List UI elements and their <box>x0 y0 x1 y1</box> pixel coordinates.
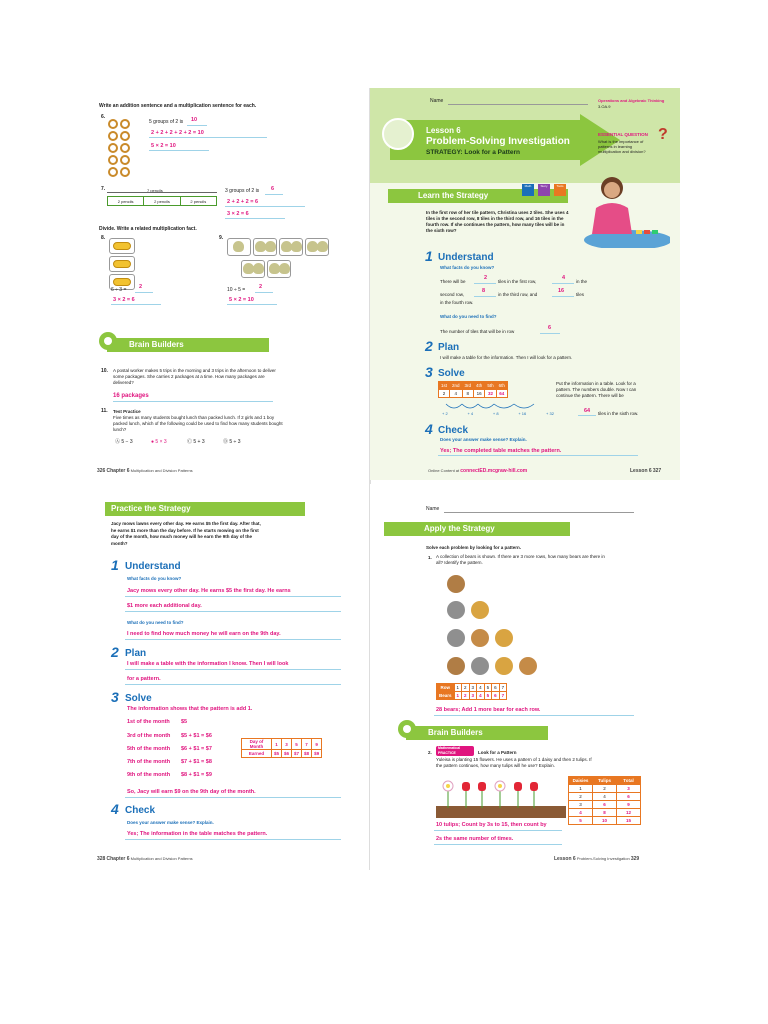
answer-line <box>540 333 560 334</box>
solve-heading: Solve <box>125 693 152 704</box>
answer-line <box>125 797 341 798</box>
table-cell: 6 <box>617 793 641 801</box>
row-day: 5th of the month <box>127 746 171 752</box>
name-line <box>444 512 634 513</box>
table-cell: 8 <box>462 390 474 398</box>
bar-cell: 2 pencils <box>144 197 180 205</box>
brace-line <box>107 192 217 193</box>
brain-builders-banner: Brain Builders <box>406 726 548 740</box>
row-day: 1st of the month <box>127 719 170 725</box>
check-question: Does your answer make sense? Explain. <box>440 437 527 442</box>
table-row <box>569 785 641 793</box>
table-cell: 3 <box>469 684 477 692</box>
table-cell: 1 <box>569 785 593 793</box>
table-cell: 64 <box>496 390 507 398</box>
question-mark-icon: ? <box>658 126 668 143</box>
step-1-icon: 1 <box>111 557 119 573</box>
know-text-2b: in the third row, and <box>498 292 538 297</box>
table-header-cell: Daisies <box>569 777 593 785</box>
table-row <box>569 801 641 809</box>
table-cell: 7 <box>302 739 312 750</box>
problem-text: Jacy mows lawns every other day. He earns $5 the first day. After that, he earns $1 more than the day before. If he starts mowing on the first day of the month, how much money will he earn the 9th day of the month? <box>111 521 261 546</box>
option-a[interactable]: Ⓐ 5 − 3 <box>115 439 133 445</box>
arrow-label: + 32 <box>546 411 554 416</box>
answer-line <box>125 669 341 670</box>
know-text-2c: tiles <box>576 292 585 297</box>
table-cell: 16 <box>474 390 485 398</box>
instruction: Write an addition sentence and a multiplication sentence for each. <box>99 103 257 109</box>
step-1-icon: 1 <box>425 248 433 264</box>
q11-text: Five times as many students bought lunch than packed lunch. If 2 girls and 1 boy packed lunch, which of the following could be used to find how many students bought lunch? <box>113 415 283 432</box>
divide-instruction: Divide. Write a related multiplication fact. <box>99 226 197 232</box>
table-cell: 3 <box>569 801 593 809</box>
q11-label: Test Practice <box>113 409 141 414</box>
essential-question-text: What is the importance of patterns in learning multiplication and division? <box>598 139 646 154</box>
math-icon[interactable]: Math <box>522 184 534 196</box>
answer-line <box>265 194 283 195</box>
math-practice-badge <box>436 746 474 756</box>
table-cell: 2 <box>593 785 617 793</box>
tiles-table <box>438 381 508 398</box>
instruction: Solve each problem by looking for a pattern. <box>426 545 522 550</box>
answer-line <box>227 304 277 305</box>
page-footer-right <box>630 468 661 474</box>
lesson-strategy: STRATEGY: Look for a Pattern <box>426 149 521 156</box>
flowers-image <box>436 778 566 818</box>
q9-number: 9. <box>219 235 224 241</box>
table-cell: 1 <box>272 739 282 750</box>
answer-line <box>111 304 161 305</box>
table-cell: 15 <box>617 817 641 825</box>
footer-title: Problem-Solving Investigation <box>576 856 630 861</box>
row-value: $5 + $1 = $6 <box>181 733 212 739</box>
table-row <box>569 777 641 785</box>
arrow-label: + 8 <box>492 411 499 416</box>
know-question: What facts do you know? <box>440 265 495 270</box>
solve-answer: The information shows that the pattern is add 1. <box>127 706 253 712</box>
pretzel-groups-image <box>105 118 139 180</box>
q2-answer-1: 10 tulips; Count by 3s to 15, then count by <box>436 822 547 828</box>
learn-strategy-banner: Learn the Strategy <box>388 189 568 203</box>
essential-question-heading: ESSENTIAL QUESTION <box>598 132 648 137</box>
table-header-cell: Bears <box>437 692 455 700</box>
bear-row-1 <box>447 575 465 593</box>
table-cell: 9 <box>617 801 641 809</box>
step-4-icon: 4 <box>425 421 433 437</box>
gear-icon <box>95 328 121 354</box>
answer-line <box>438 455 638 456</box>
table-cell: 6 <box>492 684 500 692</box>
answer-line <box>434 830 562 831</box>
solve-answer: 64 <box>584 408 591 414</box>
name-line <box>448 104 588 105</box>
table-cell: $9 <box>312 750 322 758</box>
know-text-1a: There will be <box>440 279 466 284</box>
understand-heading: Understand <box>125 561 181 572</box>
know-answer-4: 16 <box>558 288 565 294</box>
know-text-1b: tiles in the first row, <box>498 279 537 284</box>
row-value: $5 <box>181 719 188 725</box>
know-answer-3: 8 <box>482 288 486 294</box>
solve-conclusion: So, Jacy will earn $9 on the 9th day of the month. <box>127 789 256 795</box>
table-cell: 2 <box>462 692 470 700</box>
q2-number: 2. <box>428 750 432 755</box>
lesson-number: Lesson 6 <box>426 126 461 135</box>
pencil-bar-model <box>107 196 217 206</box>
earnings-table <box>241 738 322 758</box>
table-header-cell: 1st <box>439 382 450 390</box>
doubling-labels <box>442 411 554 416</box>
practice-strategy-banner: Practice the Strategy <box>105 502 305 516</box>
plan-heading: Plan <box>438 342 460 353</box>
lesson-title: Problem-Solving Investigation <box>426 136 570 147</box>
know-answer-1: Jacy mows every other day. He earns $5 the first day. He earns <box>127 588 291 594</box>
q6-addition: 2 + 2 + 2 + 2 + 2 = 10 <box>151 130 204 136</box>
table-header-cell: Day of Month <box>242 739 272 750</box>
table-cell: 7 <box>499 692 507 700</box>
know-answer-2: 4 <box>562 275 566 281</box>
answer-line <box>135 292 153 293</box>
q10-text: A postal worker makes 5 trips in the morning and 3 trips in the afternoon to deliver some packages. She carries 2 packages at a time. How many packages are delivered? <box>113 368 276 385</box>
q7-number: 7. <box>101 186 106 192</box>
page-footer <box>554 856 639 862</box>
solve-heading: Solve <box>438 368 465 379</box>
table-cell: 6 <box>593 801 617 809</box>
table-header-cell: 2nd <box>450 382 463 390</box>
table-row <box>437 684 507 692</box>
q2-answer-2: 2s the same number of times. <box>436 836 514 842</box>
row-value: $7 + $1 = $8 <box>181 759 212 765</box>
table-cell: 4 <box>477 684 485 692</box>
math-practice-number: 7 <box>470 747 473 753</box>
q6-multiplication: 5 × 2 = 10 <box>151 143 176 149</box>
q7-line1: 3 groups of 2 is <box>225 188 260 194</box>
lesson-icon <box>382 118 414 150</box>
table-cell: 1 <box>454 692 462 700</box>
know-text-1c: in the <box>576 279 588 284</box>
standard-code: 3.OA.9 <box>598 104 611 109</box>
answer-line <box>255 292 273 293</box>
footer-chapter: Chapter 6 <box>106 468 130 474</box>
table-header-cell: 3rd <box>462 382 474 390</box>
oval-counter <box>113 260 131 268</box>
answer-line <box>149 137 267 138</box>
story-icon[interactable]: Story <box>538 184 550 196</box>
table-cell: 6 <box>492 692 500 700</box>
table-cell: $7 <box>292 750 302 758</box>
answer-line <box>187 125 207 126</box>
math-practice-label: Mathematical PRACTICE <box>438 746 461 755</box>
q8-number: 8. <box>101 235 106 241</box>
beetle-image <box>291 241 302 252</box>
name-label: Name <box>426 506 440 512</box>
answer-line <box>125 611 341 612</box>
beetle-image <box>233 241 244 252</box>
q2-text: Yuleisa is planting 15 flowers. He uses a pattern of 1 daisy and then 2 tulips. If the pattern continues, how many tulips will he use? Explain. <box>436 757 592 768</box>
q7-multiplication: 3 × 2 = 6 <box>227 211 249 217</box>
q10-number: 10. <box>101 368 108 374</box>
answer-line <box>225 218 285 219</box>
option-b[interactable]: ● 5 × 3 <box>151 439 167 445</box>
q8-answer: 2 <box>139 284 143 290</box>
find-answer: 6 <box>548 325 552 331</box>
table-cell: 3 <box>617 785 641 793</box>
know-question: What facts do you know? <box>127 576 182 581</box>
table-cell: 12 <box>617 809 641 817</box>
row-day: 3rd of the month <box>127 733 171 739</box>
table-cell: 2 <box>439 390 450 398</box>
table-cell: 7 <box>499 684 507 692</box>
bears-image <box>440 568 550 680</box>
standard-heading: Operations and Algebraic Thinking <box>598 98 665 103</box>
table-cell: $8 <box>302 750 312 758</box>
q1-answer: 28 bears; Add 1 more bear for each row. <box>436 707 541 713</box>
oval-counter <box>113 278 131 286</box>
table-cell: 9 <box>312 739 322 750</box>
q7-addition: 2 + 2 + 2 = 6 <box>227 199 259 205</box>
row-value: $8 + $1 = $9 <box>181 772 212 778</box>
table-cell: 3 <box>282 739 292 750</box>
answer-line <box>113 401 273 402</box>
pencils-brace-label: 7 pencils <box>147 188 163 193</box>
know-answer-2: $1 more each additional day. <box>127 603 202 609</box>
tools-icon[interactable]: Tools <box>554 184 566 196</box>
plan-text: I will make a table for the information. Then I will look for a pattern. <box>440 355 573 360</box>
table-cell: 8 <box>593 809 617 817</box>
table-cell: 5 <box>292 739 302 750</box>
table-cell: 5 <box>484 692 492 700</box>
footer-lesson: Lesson 6 <box>554 856 576 862</box>
bar-cell: 2 pencils <box>108 197 144 205</box>
plan-heading: Plan <box>125 648 147 659</box>
find-question: What do you need to find? <box>440 314 497 319</box>
gear-icon <box>394 716 420 742</box>
find-text: The number of tiles that will be in row <box>440 329 515 334</box>
table-header-cell: Tulips <box>593 777 617 785</box>
beetle-image <box>279 263 290 274</box>
know-text-3: in the fourth row. <box>440 300 474 305</box>
q1-text: A collection of bears is shown. If there are 3 more rows, how many bears are there in all? Identify the pattern. <box>436 554 605 565</box>
table-cell: 5 <box>484 684 492 692</box>
table-cell: 4 <box>450 390 463 398</box>
find-answer: I need to find how much money he will earn on the 9th day. <box>127 631 281 637</box>
understand-heading: Understand <box>438 252 494 263</box>
answer-line <box>474 296 496 297</box>
q7-answer1: 6 <box>271 186 275 192</box>
table-cell: 4 <box>569 809 593 817</box>
girl-with-tiles-photo <box>578 168 670 248</box>
q6-answer1: 10 <box>191 117 198 123</box>
solve-text: Put the information in a table. Look for a pattern. The numbers double. Now I can continue the pattern. There will be <box>556 381 637 398</box>
step-2-icon: 2 <box>111 644 119 660</box>
know-answer-1: 2 <box>484 275 488 281</box>
bears-table <box>436 683 507 700</box>
check-answer: Yes; The information in the table matches the pattern. <box>127 831 268 837</box>
know-text-2a: second row, <box>440 292 465 297</box>
answer-line <box>149 150 209 151</box>
page-number: 327 <box>652 468 662 474</box>
table-header-cell: 5th <box>485 382 496 390</box>
name-label: Name <box>430 98 444 104</box>
answer-line <box>552 283 574 284</box>
problem-text: In the first row of her tile pattern, Christina uses 2 tiles. She uses 4 tiles in the second row, 8 tiles in the third row, and 16 tiles in the fourth row. If she continues the pattern, how many tiles will be in the sixth row? <box>426 210 569 233</box>
footer-chapter: Chapter 6 <box>106 856 130 862</box>
arrow-label: + 16 <box>518 411 527 416</box>
bar-cell: 2 pencils <box>190 199 207 204</box>
table-cell: 5 <box>569 817 593 825</box>
table-cell: 1 <box>454 684 462 692</box>
row-day: 7th of the month <box>127 759 171 765</box>
table-row <box>242 750 322 758</box>
page-number: 328 <box>97 856 106 862</box>
page-number: 326 <box>97 468 106 474</box>
footer-lesson: Lesson 6 <box>630 468 652 474</box>
apply-strategy-banner: Apply the Strategy <box>384 522 570 536</box>
step-2-icon: 2 <box>425 338 433 354</box>
footer-title: Multiplication and Division Patterns <box>130 856 193 861</box>
option-c[interactable]: Ⓒ 5 + 3 <box>187 439 205 445</box>
check-heading: Check <box>438 425 469 436</box>
footer-url[interactable]: connectED.mcgraw-hill.com <box>460 468 528 474</box>
row-value: $6 + $1 = $7 <box>181 746 212 752</box>
table-row <box>439 390 508 398</box>
table-cell: 32 <box>485 390 496 398</box>
q2-bold-label: Look for a Pattern <box>478 750 517 755</box>
footer-online: Online Content at <box>428 468 460 473</box>
step-4-icon: 4 <box>111 801 119 817</box>
answer-line <box>552 296 574 297</box>
step-3-icon: 3 <box>425 364 433 380</box>
find-question: What do you need to find? <box>127 620 184 625</box>
arrow-label: + 4 <box>467 411 474 416</box>
table-header-cell: Row <box>437 684 455 692</box>
q8-equation: 6 ÷ 3 = <box>111 287 127 293</box>
page-328 <box>91 484 369 870</box>
table-header-cell: Earned <box>242 750 272 758</box>
oval-counter <box>113 242 131 250</box>
option-d[interactable]: Ⓓ 5 ÷ 3 <box>223 439 241 445</box>
answer-line <box>578 415 596 416</box>
page-329 <box>370 484 680 870</box>
answer-line <box>125 596 341 597</box>
check-heading: Check <box>125 805 156 816</box>
table-header-cell: Total <box>617 777 641 785</box>
answer-line <box>125 839 341 840</box>
table-cell: 10 <box>593 817 617 825</box>
table-row <box>569 817 641 825</box>
answer-line <box>434 715 634 716</box>
page-number: 329 <box>630 856 640 862</box>
check-question: Does your answer make sense? Explain. <box>127 820 214 825</box>
table-row <box>437 692 507 700</box>
page-footer <box>97 468 193 474</box>
page-footer <box>97 856 193 862</box>
row-day: 9th of the month <box>127 772 171 778</box>
q11-number: 11. <box>101 408 108 414</box>
table-cell: $5 <box>272 750 282 758</box>
plan-answer-2: for a pattern. <box>127 676 161 682</box>
doubling-arrows <box>440 400 552 410</box>
table-cell: 2 <box>462 684 470 692</box>
beetle-image <box>265 241 276 252</box>
q9-equation: 10 ÷ 5 = <box>227 287 246 293</box>
table-row <box>242 739 322 750</box>
answer-line <box>225 206 305 207</box>
arrow-label: + 2 <box>442 411 448 416</box>
table-header-cell: 6th <box>496 382 507 390</box>
page-326 <box>91 88 369 480</box>
flowers-table <box>568 776 641 825</box>
answer-line <box>474 283 496 284</box>
answer-line <box>434 844 562 845</box>
solve-text-end: tiles in the sixth row. <box>598 411 639 416</box>
q6-line1: 5 groups of 2 is <box>149 119 184 125</box>
footer-title: Multiplication and Division Patterns <box>130 468 193 473</box>
q1-number: 1. <box>428 555 432 560</box>
check-answer: Yes; The completed table matches the pattern. <box>440 448 562 454</box>
answer-line <box>125 684 341 685</box>
table-cell: 3 <box>469 692 477 700</box>
table-cell: 4 <box>477 692 485 700</box>
beetle-image <box>253 263 264 274</box>
step-3-icon: 3 <box>111 689 119 705</box>
page-footer <box>428 468 527 474</box>
q10-answer: 16 packages <box>113 393 149 399</box>
q8-fact: 3 × 2 = 6 <box>113 297 135 303</box>
brain-builders-banner: Brain Builders <box>107 338 269 352</box>
page-327 <box>370 88 680 480</box>
table-header-cell: 4th <box>474 382 485 390</box>
answer-line <box>125 639 341 640</box>
beetle-image <box>317 241 328 252</box>
plan-answer-1: I will make a table with the information I know. Then I will look <box>127 661 289 667</box>
q9-answer: 2 <box>259 284 263 290</box>
table-row <box>439 382 508 390</box>
table-row <box>569 793 641 801</box>
q6-number: 6. <box>101 114 106 120</box>
table-cell: $6 <box>282 750 292 758</box>
table-cell: 2 <box>569 793 593 801</box>
table-row <box>569 809 641 817</box>
table-cell: 4 <box>593 793 617 801</box>
q9-fact: 5 × 2 = 10 <box>229 297 254 303</box>
